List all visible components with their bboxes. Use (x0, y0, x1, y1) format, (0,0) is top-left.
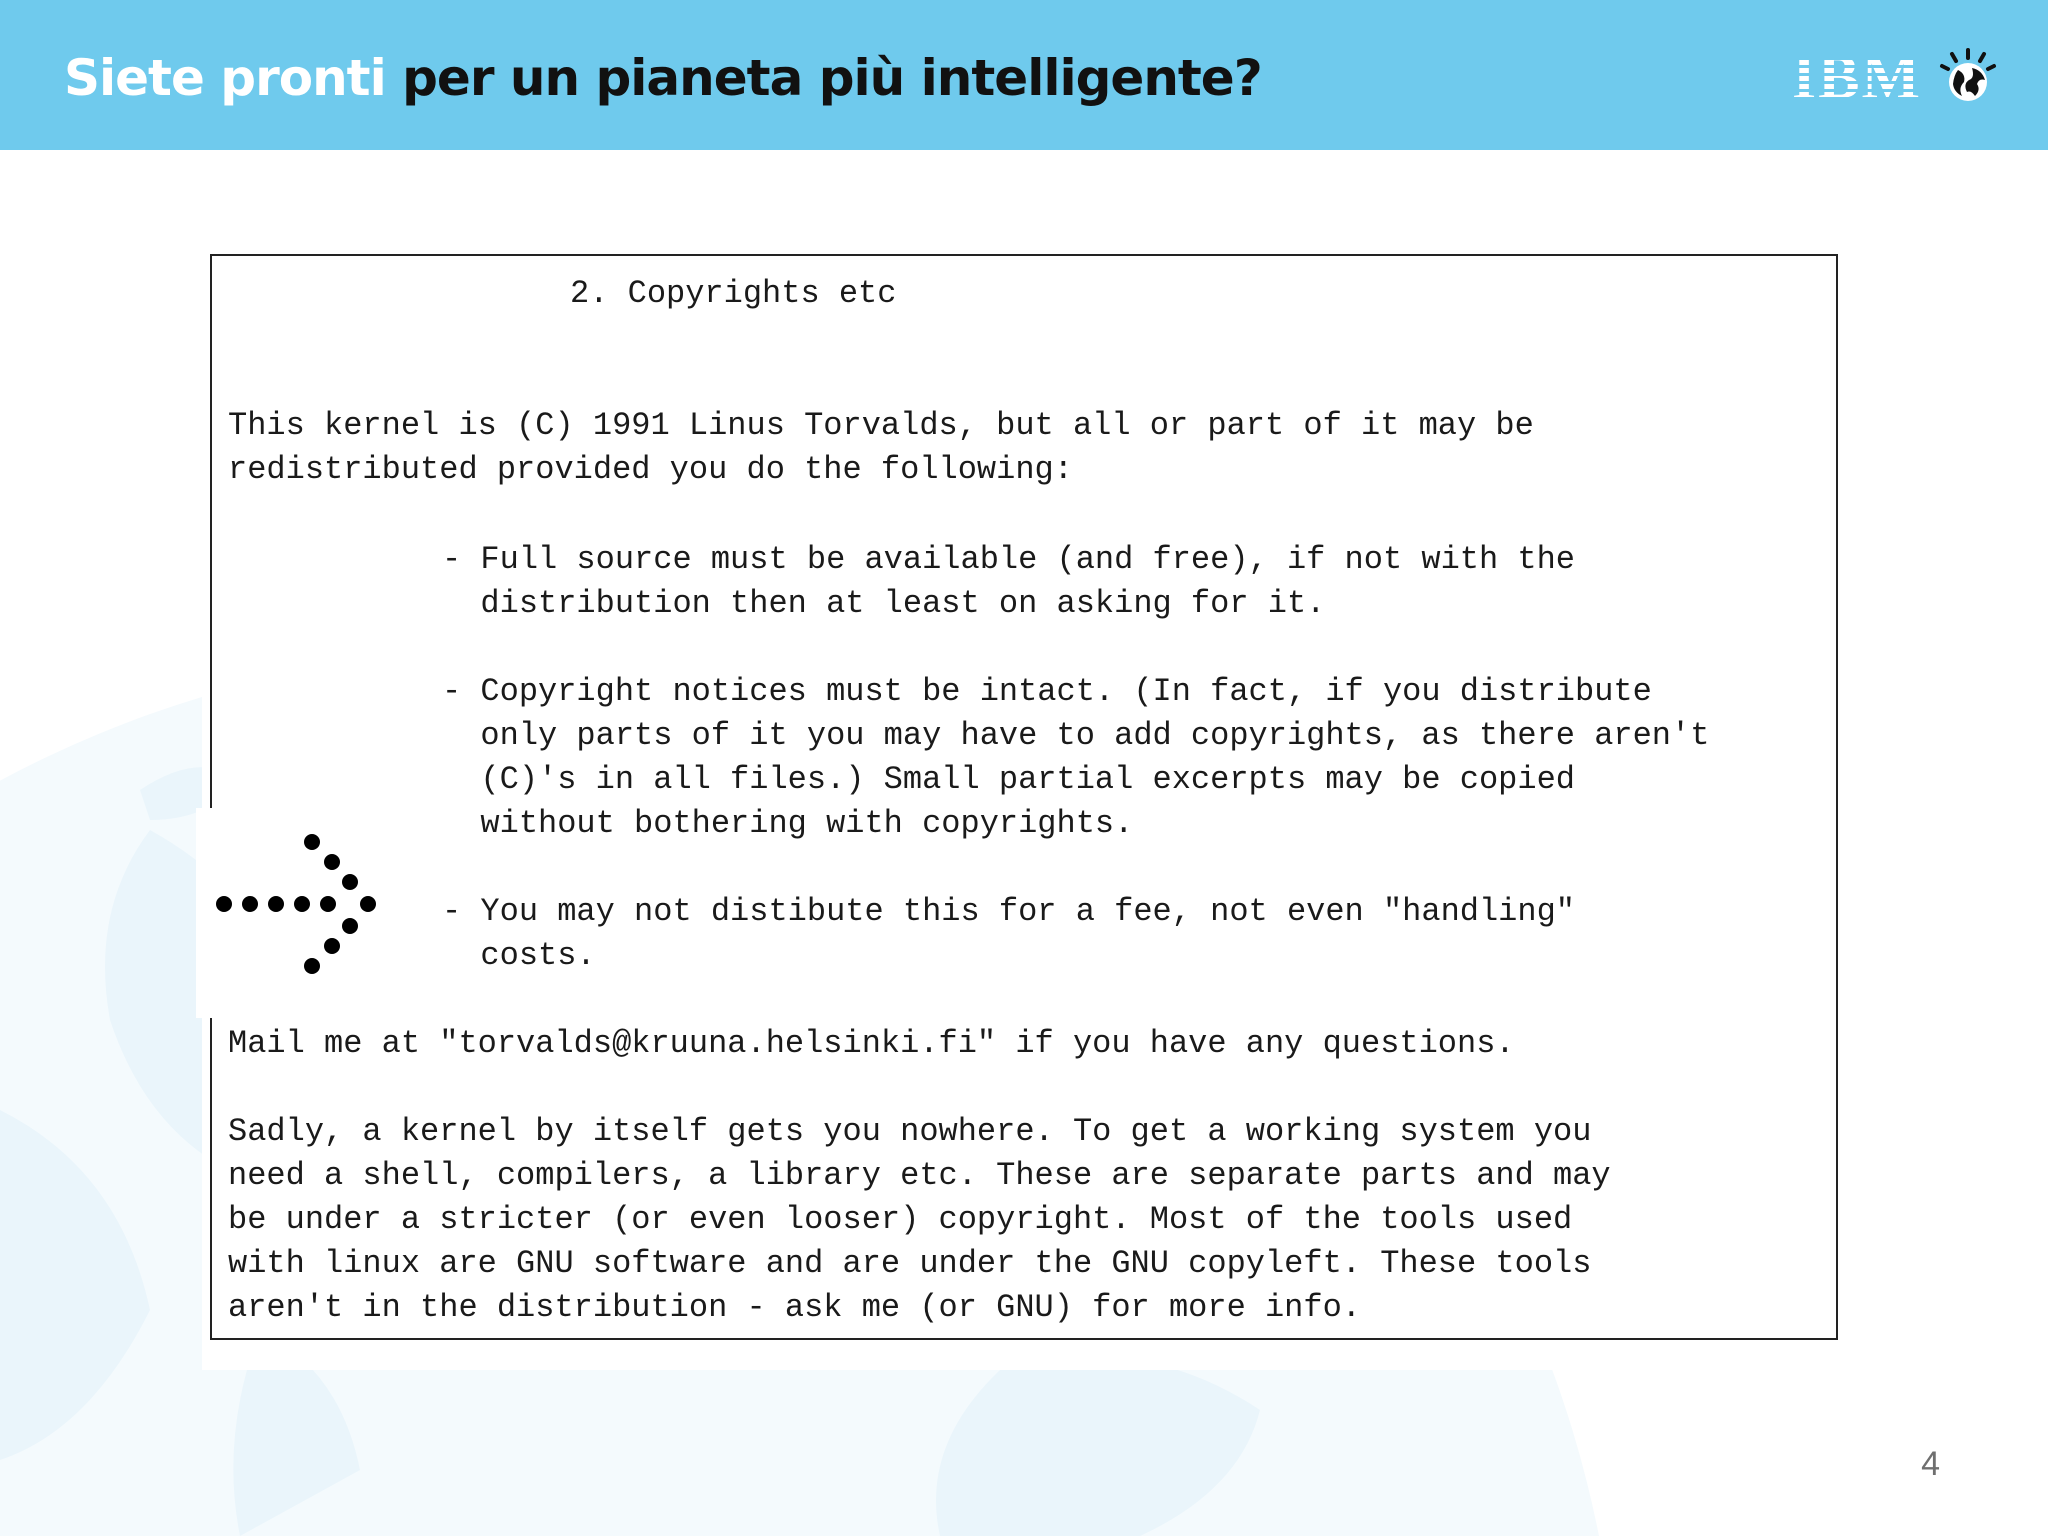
highlighted-item-line: - You may not distibute this for a fee, not even "handling" (442, 893, 1575, 930)
item-line: - Copyright notices must be intact. (In fact, if you distribute (442, 673, 1652, 710)
contact-line: Mail me at "torvalds@kruuna.helsinki.fi" if you have any questions. (228, 1025, 1515, 1062)
item-line: distribution then at least on asking for it. (442, 585, 1326, 622)
closing-line: Sadly, a kernel by itself gets you nowhere. To get a working system you (228, 1113, 1592, 1150)
highlighted-item-line: costs. (442, 937, 596, 974)
slide-title (64, 42, 1262, 114)
item-line: only parts of it you may have to add copyrights, as there aren't (442, 717, 1710, 754)
item-line: without bothering with copyrights. (442, 805, 1134, 842)
ibm-logo (1792, 44, 2002, 108)
ibm-wordmark: IBM (1792, 44, 1922, 108)
closing-line: be under a stricter (or even looser) copyright. Most of the tools used (228, 1201, 1573, 1238)
dotted-arrow-icon (206, 820, 396, 990)
title-highlight: Siete pronti (64, 49, 403, 107)
closing-line: aren't in the distribution - ask me (or GNU) for more info. (228, 1289, 1361, 1326)
document-excerpt (210, 254, 1838, 1340)
header-bar (0, 0, 2048, 150)
closing-line: need a shell, compilers, a library etc. These are separate parts and may (228, 1157, 1611, 1194)
item-line: (C)'s in all files.) Small partial excerpts may be copied (442, 761, 1575, 798)
intro-line: This kernel is (C) 1991 Linus Torvalds, but all or part of it may be (228, 407, 1534, 444)
closing-line: with linux are GNU software and are under the GNU copyleft. These tools (228, 1245, 1592, 1282)
intro-line: redistributed provided you do the following: (228, 451, 1073, 488)
title-main: per un pianeta più intelligente? (402, 49, 1262, 107)
document-heading: 2. Copyrights etc (570, 275, 897, 312)
item-line: - Full source must be available (and free), if not with the (442, 541, 1575, 578)
page-number: 4 (1921, 1445, 1940, 1483)
smarter-planet-icon (1942, 50, 1994, 101)
